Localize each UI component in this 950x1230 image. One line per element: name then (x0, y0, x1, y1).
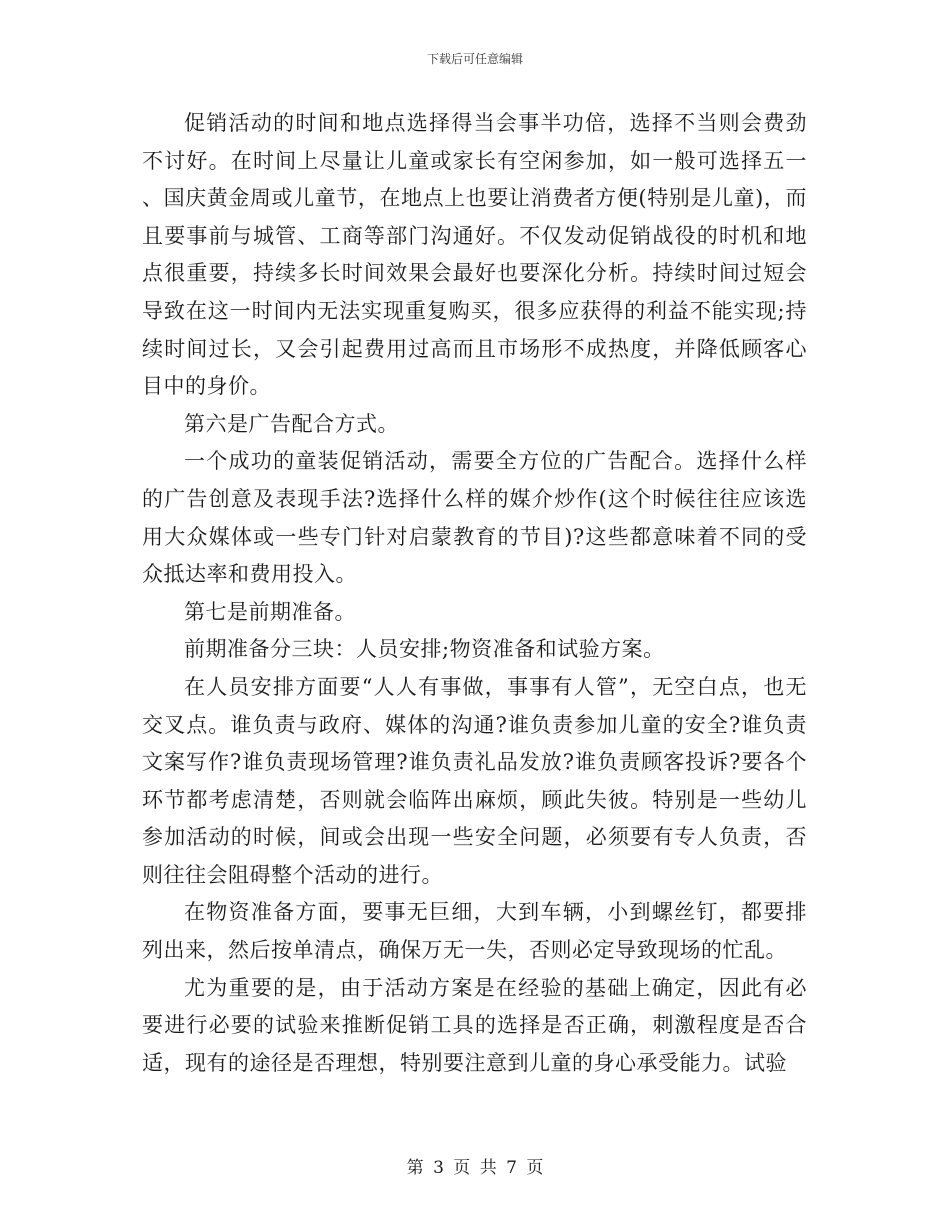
page-number: 第 3 页 共 7 页 (406, 1158, 544, 1178)
paragraph-trial: 尤为重要的是，由于活动方案是在经验的基础上确定，因此有必要进行必要的试验来推断促销工具的选择是否正确，刺激程度是否合适，现有的途径是否理想，特别要注意到儿童的身心承受能力。试验 (142, 975, 807, 1075)
paragraph-promotion-timing: 促销活动的时间和地点选择得当会事半功倍，选择不当则会费劲不讨好。在时间上尽量让儿童或家长有空闲参加，如一般可选择五一、国庆黄金周或儿童节，在地点上也要让消费者方便(特别是儿童)，而且要事前与城管、工商等部门沟通好。不仅发动促销战役的时机和地点很重要，持续多长时间效果会最好也要深化分析。持续时间过短会导致在这一时间内无法实现重复购买，很多应获得的利益不能实现;持续时间过长，又会引起费用过高而且市场形不成热度，并降低顾客心目中的身价。 (142, 111, 807, 399)
document-body (142, 105, 807, 1082)
paragraph-staffing: 在人员安排方面要“人人有事做，事事有人管”，无空白点，也无交叉点。谁负责与政府、媒体的沟通?谁负责参加儿童的安全?谁负责文案写作?谁负责现场管理?谁负责礼品发放?谁负责顾客投诉?要各个环节都考虑清楚，否则就会临阵出麻烦，顾此失彼。特别是一些幼儿参加活动的时候，间或会出现一些安全问题，必须要有专人负责，否则往往会阻碍整个活动的进行。 (142, 674, 807, 887)
paragraph-advertising: 一个成功的童装促销活动，需要全方位的广告配合。选择什么样的广告创意及表现手法?选择什么样的媒介炒作(这个时候往往应该选用大众媒体或一些专门针对启蒙教育的节目)?这些都意味着不同的受众抵达率和费用投入。 (142, 449, 807, 587)
paragraph-heading-preparation: 第七是前期准备。 (184, 599, 356, 624)
paragraph-materials: 在物资准备方面，要事无巨细，大到车辆，小到螺丝钉，都要排列出来，然后按单清点，确保万无一失，否则必定导致现场的忙乱。 (142, 900, 807, 963)
page-header-note: 下载后可任意编辑 (426, 52, 523, 66)
paragraph-preparation-overview: 前期准备分三块：人员安排;物资准备和试验方案。 (184, 637, 665, 662)
paragraph-heading-advertising: 第六是广告配合方式。 (184, 411, 399, 436)
